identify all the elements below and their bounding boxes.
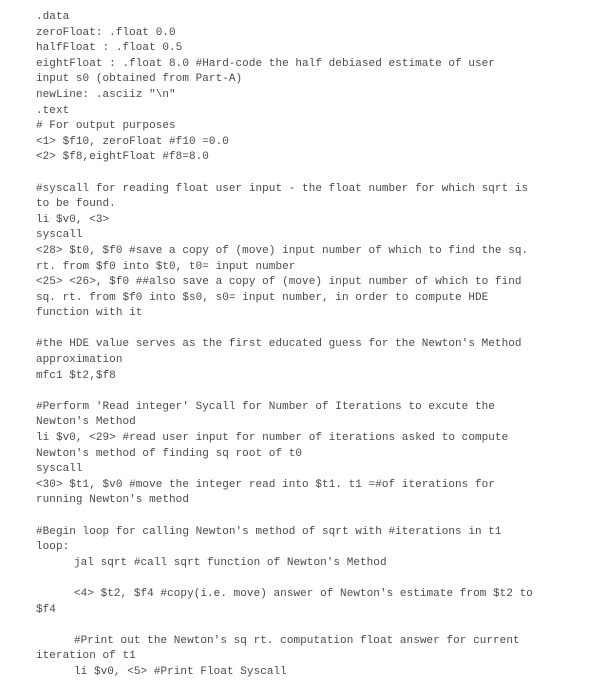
code-line: .data [36, 11, 70, 23]
code-line: Newton's Method [36, 416, 136, 429]
code-line: $f4 [36, 603, 56, 616]
code-line: li $v0, <5> #Print Float Syscall [74, 665, 287, 678]
code-line: <4> $t2, $f4 #copy(i.e. move) answer of Newton's estimate from $t2 to [74, 587, 533, 600]
code-listing [36, 10, 582, 681]
code-line: li $v0, <3> [36, 213, 110, 226]
blank-line [36, 571, 582, 587]
code-line: #syscall for reading float user input - the float number for which sqrt is [36, 182, 529, 195]
code-line: sq. rt. from $f0 into $s0, s0= input number, in order to compute HDE [36, 291, 489, 304]
code-line: syscall [36, 229, 83, 242]
code-line: to be found. [36, 198, 116, 211]
code-line: #Begin loop for calling Newton's method of sqrt with #iterations in t1 [36, 525, 502, 538]
code-line: .text [36, 104, 70, 117]
code-line: Newton's method of finding sq root of t0 [36, 447, 303, 460]
code-line: iteration of t1 [36, 650, 136, 663]
blank-line [36, 384, 582, 400]
blank-line [36, 618, 582, 634]
code-line: # For output purposes [36, 120, 176, 133]
code-line: rt. from $f0 into $t0, t0= input number [36, 260, 296, 273]
code-line: #Perform 'Read integer' Sycall for Number of Iterations to excute the [36, 400, 495, 413]
code-line: mfc1 $t2,$f8 [36, 369, 116, 382]
code-line: approximation [36, 354, 123, 367]
code-line: #the HDE value serves as the first educated guess for the Newton's Method [36, 338, 522, 351]
code-line: syscall [36, 463, 83, 476]
code-line: input s0 (obtained from Part-A) [36, 73, 243, 86]
code-line: li $v0, <29> #read user input for number of iterations asked to compute [36, 432, 509, 445]
blank-line [36, 509, 582, 525]
code-line: <30> $t1, $v0 #move the integer read into $t1. t1 =#of iterations for [36, 478, 495, 491]
code-line: jal sqrt #call sqrt function of Newton's Method [74, 556, 387, 569]
code-line: #Print out the Newton's sq rt. computation float answer for current [74, 634, 520, 647]
code-line: eightFloat : .float 8.0 #Hard-code the half debiased estimate of user [36, 57, 495, 70]
code-line: halfFloat : .float 0.5 [36, 42, 183, 55]
code-line: newLine: .asciiz "\n" [36, 88, 176, 101]
code-line: function with it [36, 307, 143, 320]
code-line: loop: [36, 541, 70, 554]
code-line: <1> $f10, zeroFloat #f10 =0.0 [36, 135, 229, 148]
blank-line [36, 322, 582, 338]
code-line: running Newton's method [36, 494, 189, 507]
code-line: <2> $f8,eightFloat #f8=8.0 [36, 151, 209, 164]
code-line: zeroFloat: .float 0.0 [36, 26, 176, 39]
code-line: <25> <26>, $f0 ##also save a copy of (move) input number of which to find [36, 276, 522, 289]
blank-line [36, 166, 582, 182]
code-line: <28> $t0, $f0 #save a copy of (move) input number of which to find the sq. [36, 244, 529, 257]
